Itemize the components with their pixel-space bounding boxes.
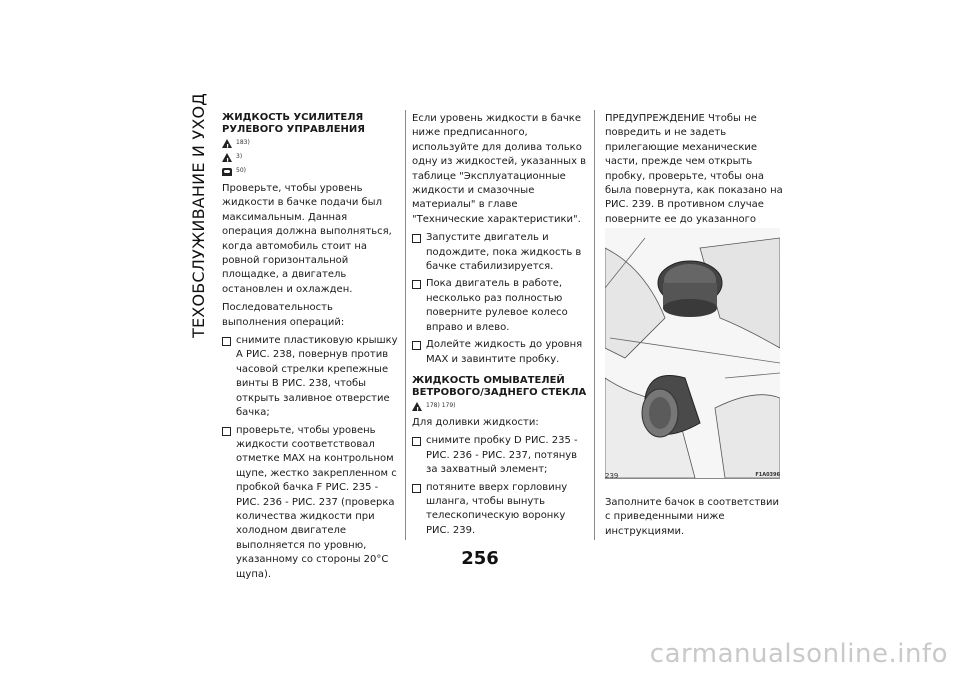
bullet-list xyxy=(412,434,590,538)
section-title-vertical xyxy=(180,92,216,338)
warning-ref: 3) xyxy=(236,153,243,161)
warning-ref-row xyxy=(222,151,400,164)
section-title: ТЕХОБСЛУЖИВАНИЕ И УХОД xyxy=(188,92,208,338)
warning-ref: 178) 179) xyxy=(426,402,456,410)
checkbox-bullet-icon xyxy=(412,341,421,350)
heading-power-steering-fluid: ЖИДКОСТЬ УСИЛИТЕЛЯ РУЛЕВОГО УПРАВЛЕНИЯ xyxy=(222,112,365,135)
column-divider-1 xyxy=(405,110,406,540)
list-item: проверьте, чтобы уровень жидкости соответствовал отметке MAX на контрольном щупе, жестко закрепленном с пробкой бачка F РИС. 235 - РИС. 236 - РИС. 237 (проверка количества жидкости при холодном двигателе выполняется по уровню, указанному со стороны 20°C щупа). xyxy=(222,424,400,582)
warning-ref-row xyxy=(222,137,400,150)
paragraph: Если уровень жидкости в бачке ниже предписанного, используйте для долива только одну из жидкостей, указанных в таблице "Эксплуатационные жидкости и смазочные материалы" в главе "Технические характеристики". xyxy=(412,113,587,225)
checkbox-bullet-icon xyxy=(222,337,231,346)
washer-reservoir-illustration xyxy=(605,228,780,478)
warning-ref-row xyxy=(412,400,590,413)
warning-ref: 183) xyxy=(236,139,250,147)
column-2 xyxy=(412,112,590,542)
column-3-bottom xyxy=(605,496,783,543)
warning-ref-row xyxy=(222,165,400,178)
page-number: 256 xyxy=(461,548,499,569)
column-3 xyxy=(605,112,783,246)
warning-paragraph: ПРЕДУПРЕЖДЕНИЕ Чтобы не повредить и не задеть прилегающие механические части, прежде чем открыть пробку, проверьте, чтобы она была повернута, как показано на РИС. 239. В противном случае поверните ее до указанного xyxy=(605,113,783,225)
list-item: Пока двигатель в работе, несколько раз полностью поверните рулевое колесо вправо и влево. xyxy=(412,277,590,335)
checkbox-bullet-icon xyxy=(412,484,421,493)
environment-icon xyxy=(222,168,232,176)
list-item: Запустите двигатель и подождите, пока жидкость в бачке стабилизируется. xyxy=(412,231,590,274)
list-item: снимите пробку D РИС. 235 - РИС. 236 - РИС. 237, потянув за захватный элемент; xyxy=(412,434,590,477)
list-item: снимите пластиковую крышку A РИС. 238, повернув против часовой стрелки крепежные винты B РИС. 238, чтобы открыть заливное отверстие бачка; xyxy=(222,334,400,420)
watermark: carmanualsonline.info xyxy=(649,639,948,669)
warning-triangle-icon xyxy=(222,139,232,148)
checkbox-bullet-icon xyxy=(412,280,421,289)
warning-triangle-icon xyxy=(222,153,232,162)
checkbox-bullet-icon xyxy=(222,427,231,436)
figure-caption xyxy=(605,472,780,480)
warning-triangle-icon xyxy=(412,402,422,411)
paragraph: Для доливки жидкости: xyxy=(412,416,539,428)
column-1 xyxy=(222,112,400,586)
warning-ref: 50) xyxy=(236,167,246,175)
figure-239-illustration xyxy=(605,228,780,479)
heading-washer-fluid: ЖИДКОСТЬ ОМЫВАТЕЛЕЙ ВЕТРОВОГО/ЗАДНЕГО СТЕКЛА xyxy=(412,374,587,398)
figure-code: F1A0396 xyxy=(755,472,780,478)
list-item: потяните вверх горловину шланга, чтобы вынуть телескопическую воронку РИС. 239. xyxy=(412,481,590,539)
paragraph: Последовательность выполнения операций: xyxy=(222,302,345,328)
figure-number: 239 xyxy=(605,472,619,480)
bullet-list xyxy=(222,334,400,582)
paragraph: Заполните бачок в соответствии с приведенными ниже инструкциями. xyxy=(605,497,780,537)
paragraph: Проверьте, чтобы уровень жидкости в бачке подачи был максимальным. Данная операция должна выполняться, когда автомобиль стоит на ровной горизонтальной площадке, а двигатель остановлен и охлажден. xyxy=(222,183,392,295)
bullet-list xyxy=(412,231,590,367)
column-divider-2 xyxy=(594,110,595,540)
checkbox-bullet-icon xyxy=(412,234,421,243)
checkbox-bullet-icon xyxy=(412,437,421,446)
list-item: Долейте жидкость до уровня MAX и завинтите пробку. xyxy=(412,338,590,367)
